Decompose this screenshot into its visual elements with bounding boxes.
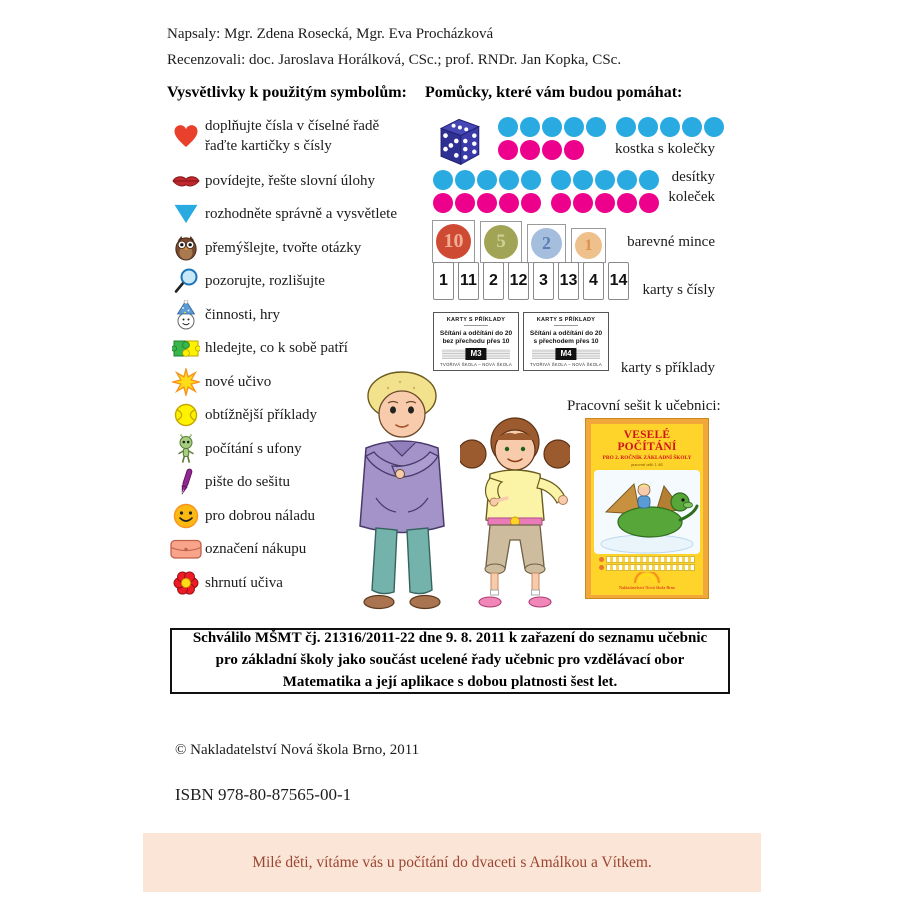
magenta-circle bbox=[564, 140, 584, 160]
legend-item-label: řaďte kartičky s čísly bbox=[205, 138, 332, 154]
legend-item-label: hledejte, co k sobě patří bbox=[205, 340, 348, 357]
welcome-text: Milé děti, vítáme vás u počítání do dvaceti s Amálkou a Vítkem. bbox=[252, 853, 652, 871]
magenta-circle bbox=[477, 193, 497, 213]
triangle-down-icon bbox=[167, 203, 205, 225]
number-card: 13 bbox=[558, 262, 579, 300]
cover-title: VESELÉ POČÍTÁNÍ bbox=[617, 429, 677, 453]
pen-icon bbox=[167, 467, 205, 497]
coin-2: 2 bbox=[527, 224, 566, 263]
number-cards-row bbox=[433, 262, 629, 300]
legend-item bbox=[167, 108, 429, 164]
blue-circle bbox=[498, 117, 518, 137]
reviewers-line: Recenzovali: doc. Jaroslava Horálková, CSc.; prof. RNDr. Jan Kopka, CSc. bbox=[167, 52, 622, 68]
aids-section bbox=[425, 84, 715, 376]
example-card-m3: KARTY S PŘÍKLADY Sčítání a odčítání do 20 bez přechodu přes 10 M3 TVOŘIVÁ ŠKOLA – NOVÁ ŠKOLA bbox=[433, 312, 519, 371]
magenta-circle bbox=[639, 193, 659, 213]
dice-circles-row-blue bbox=[498, 117, 726, 138]
alien-icon bbox=[167, 434, 205, 464]
number-card: 11 bbox=[458, 262, 479, 300]
approval-line2: pro základní školy jako součást ucelené řady učebnic pro vzdělávací obor bbox=[215, 652, 685, 669]
badge-bar bbox=[442, 349, 510, 359]
tens-group-label-line1: desítky bbox=[671, 169, 715, 185]
blue-circle bbox=[682, 117, 702, 137]
blue-circle bbox=[595, 170, 615, 190]
cover-subtitle2: pracovní sešit 1. díl bbox=[631, 462, 663, 467]
blue-circle bbox=[521, 170, 541, 190]
number-card: 14 bbox=[608, 262, 629, 300]
blue-circle bbox=[660, 117, 680, 137]
example-cards-label: karty s příklady bbox=[620, 360, 715, 376]
blue-circle bbox=[586, 117, 606, 137]
magenta-circle bbox=[499, 193, 519, 213]
blue-circle bbox=[704, 117, 724, 137]
blue-circle bbox=[520, 117, 540, 137]
blue-circle bbox=[639, 170, 659, 190]
blue-circle bbox=[455, 170, 475, 190]
legend-item bbox=[167, 332, 429, 366]
number-card: 4 bbox=[583, 262, 604, 300]
blue-circle bbox=[551, 170, 571, 190]
coin-1: 1 bbox=[571, 228, 606, 263]
magnifier-icon bbox=[167, 268, 205, 294]
blue-circle bbox=[564, 117, 584, 137]
dice-circles-row-magenta bbox=[498, 140, 586, 161]
star-icon bbox=[167, 368, 205, 396]
legend-title: Vysvětlivky k použitým symbolům: bbox=[167, 84, 407, 101]
cover-subtitle: PRO 2. ROČNÍK ZÁKLADNÍ ŠKOLY bbox=[602, 455, 692, 461]
magenta-circle bbox=[433, 193, 453, 213]
approval-line1: Schválilo MŠMT čj. 21316/2011-22 dne 9. 8. 2011 k zařazení do seznamu učebnic bbox=[192, 630, 708, 647]
legend-item-label: povídejte, řešte slovní úlohy bbox=[205, 172, 375, 189]
blue-circle bbox=[542, 117, 562, 137]
card-code: M4 bbox=[555, 348, 576, 360]
legend-item bbox=[167, 265, 429, 299]
dice-group-label: kostka s kolečky bbox=[615, 141, 715, 157]
copyright-line: © Nakladatelství Nová škola Brno, 2011 bbox=[175, 742, 420, 758]
puzzle-icon bbox=[167, 336, 205, 360]
coin-5: 5 bbox=[480, 221, 522, 263]
dragon-illustration bbox=[594, 470, 700, 554]
authors-line: Napsaly: Mgr. Zdena Rosecká, Mgr. Eva Procházková bbox=[167, 26, 494, 42]
magenta-circle bbox=[455, 193, 475, 213]
blue-circle bbox=[638, 117, 658, 137]
legend-item-label: obtížnější příklady bbox=[205, 407, 318, 424]
blue-circle bbox=[433, 170, 453, 190]
lips-icon bbox=[167, 173, 205, 189]
magenta-circle bbox=[521, 193, 541, 213]
tens-row-blue bbox=[433, 170, 661, 191]
cover-exercise-strip bbox=[599, 556, 695, 562]
number-card: 12 bbox=[508, 262, 529, 300]
isbn-line: ISBN 978-80-87565-00-1 bbox=[175, 785, 352, 804]
blue-circle bbox=[573, 170, 593, 190]
workbook-cover bbox=[585, 418, 709, 599]
magenta-circle bbox=[551, 193, 571, 213]
legend-item-label: pište do sešitu bbox=[205, 474, 290, 491]
divider bbox=[464, 325, 488, 327]
aids-title: Pomůcky, které vám budou pomáhat: bbox=[425, 84, 683, 101]
approval-line3: Matematika a její aplikace s dobou platnosti šest let. bbox=[282, 673, 618, 690]
heart-icon bbox=[167, 124, 205, 149]
magenta-circle bbox=[498, 140, 518, 160]
workbook-label: Pracovní sešit k učebnici: bbox=[567, 398, 721, 414]
flower-icon bbox=[167, 570, 205, 596]
example-card-m4: KARTY S PŘÍKLADY Sčítání a odčítání do 20 s přechodem přes 10 M4 TVOŘIVÁ ŠKOLA – NOVÁ ŠKOLA bbox=[523, 312, 609, 371]
magenta-circle bbox=[573, 193, 593, 213]
blue-circle bbox=[617, 170, 637, 190]
legend-item-label: pro dobrou náladu bbox=[205, 507, 315, 524]
girl-illustration bbox=[460, 400, 570, 612]
legend-item bbox=[167, 198, 429, 232]
coins-row bbox=[432, 220, 606, 263]
tens-row-magenta bbox=[433, 193, 661, 214]
owl-icon bbox=[167, 235, 205, 261]
legend-item bbox=[167, 164, 429, 198]
tens-group-label-line2: koleček bbox=[668, 189, 715, 205]
legend-item-label: počítání s ufony bbox=[205, 440, 302, 457]
legend-item-label: označení nákupu bbox=[205, 541, 307, 558]
legend-item bbox=[167, 298, 429, 332]
cover-publisher: Nakladatelství Nová škola Brno bbox=[618, 585, 676, 590]
approval-box bbox=[170, 628, 730, 694]
blue-circle bbox=[616, 117, 636, 137]
rainbow-icon bbox=[634, 572, 660, 583]
legend-item-label: shrnutí učiva bbox=[205, 574, 283, 591]
number-card: 2 bbox=[483, 262, 504, 300]
blue-circle bbox=[499, 170, 519, 190]
cover-exercise-strip bbox=[599, 564, 695, 570]
divider bbox=[554, 325, 578, 327]
legend-item bbox=[167, 231, 429, 265]
legend-item-label: doplňujte čísla v číselné řadě bbox=[205, 117, 380, 134]
number-cards-label: karty s čísly bbox=[642, 282, 715, 298]
party-snowman-icon bbox=[167, 300, 205, 330]
card-code: M3 bbox=[465, 348, 486, 360]
dice-icon bbox=[432, 113, 486, 169]
legend-item-label: rozhodněte správně a vysvětlete bbox=[205, 206, 398, 223]
welcome-bar bbox=[143, 833, 761, 892]
legend-item-label: pozorujte, rozlišujte bbox=[205, 273, 325, 290]
legend-item-label: činnosti, hry bbox=[205, 306, 280, 323]
number-card: 1 bbox=[433, 262, 454, 300]
coin-10: 10 bbox=[432, 220, 475, 263]
ball-icon bbox=[167, 403, 205, 427]
legend-item-label: přemýšlejte, tvořte otázky bbox=[205, 239, 362, 256]
legend-item-label: nové učivo bbox=[205, 373, 272, 390]
number-card: 3 bbox=[533, 262, 554, 300]
coins-label: barevné mince bbox=[627, 234, 715, 250]
boy-illustration bbox=[338, 366, 466, 612]
purse-icon bbox=[167, 538, 205, 560]
badge-bar bbox=[532, 349, 600, 359]
magenta-circle bbox=[542, 140, 562, 160]
smiley-icon bbox=[167, 503, 205, 529]
magenta-circle bbox=[595, 193, 615, 213]
magenta-circle bbox=[617, 193, 637, 213]
blue-circle bbox=[477, 170, 497, 190]
magenta-circle bbox=[520, 140, 540, 160]
